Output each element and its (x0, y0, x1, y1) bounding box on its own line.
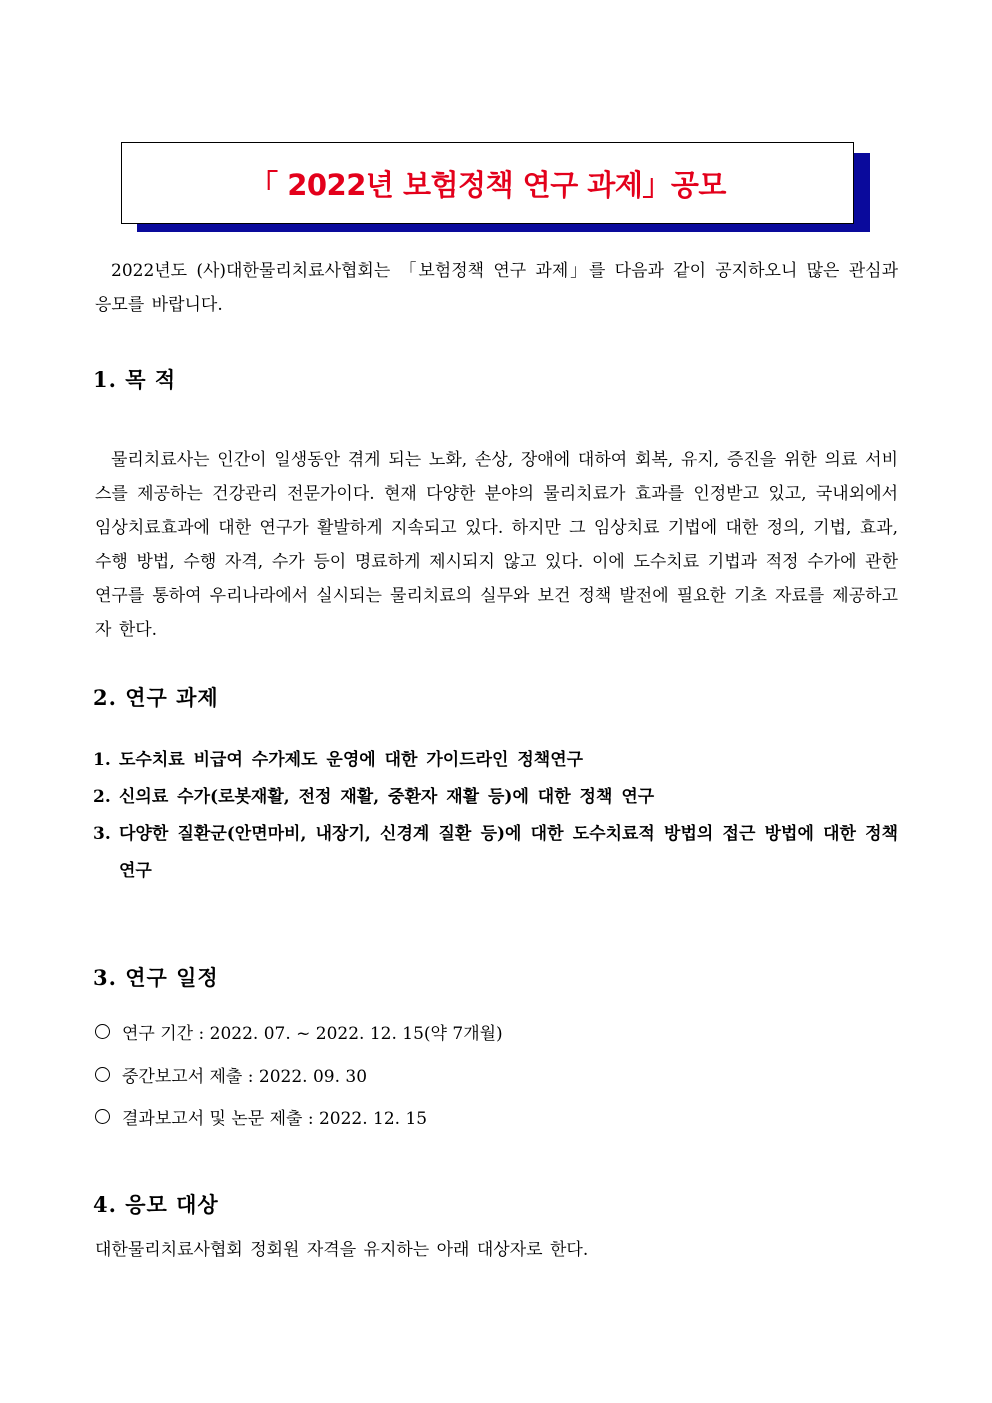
schedule-item-text: 연구 기간 : 2022. 07. ~ 2022. 12. 15(약 7개월) (122, 1024, 503, 1044)
section-3-heading: 3. 연구 일정 (93, 965, 219, 990)
research-task-text: 다양한 질환군(안면마비, 내장기, 신경계 질환 등)에 대한 도수치료적 방법의 접근 방법에 대한 정책 연구 (119, 824, 898, 881)
title-box (121, 142, 854, 224)
schedule-item (95, 1104, 427, 1129)
schedule-item-text: 결과보고서 및 논문 제출 : 2022. 12. 15 (122, 1109, 428, 1129)
research-task-number: 2. (93, 787, 111, 807)
circle-bullet-icon (95, 1067, 110, 1082)
page-title: 「 2022년 보험정책 연구 과제」공모 (249, 167, 726, 202)
section-4-body: 대한물리치료사협회 정회원 자격을 유지하는 아래 대상자로 한다. (95, 1240, 589, 1260)
section-1-heading: 1. 목 적 (93, 367, 177, 392)
research-task-item (93, 816, 898, 890)
section-4-heading: 4. 응모 대상 (93, 1192, 219, 1217)
schedule-item-text: 중간보고서 제출 : 2022. 09. 30 (122, 1067, 368, 1087)
circle-bullet-icon (95, 1109, 110, 1124)
title-banner (121, 142, 870, 232)
research-task-text: 신의료 수가(로봇재활, 전정 재활, 중환자 재활 등)에 대한 정책 연구 (119, 787, 655, 807)
schedule-item (95, 1019, 503, 1044)
section-2-heading: 2. 연구 과제 (93, 685, 219, 710)
section-1-body: 물리치료사는 인간이 일생동안 겪게 되는 노화, 손상, 장애에 대하여 회복, 유지, 증진을 위한 의료 서비스를 제공하는 건강관리 전문가이다. 현재 다양한 분야의 물리치료가 효과를 인정받고 있고, 국내외에서 임상치료효과에 대한 연구가 활발하게 지속되고 있다. 하지만 그 임상치료 기법에 대한 정의, 기법, 효과, 수행 방법, 수행 자격, 수가 등이 명료하게 제시되지 않고 있다. 이에 도수치료 기법과 적정 수가에 관한 연구를 통하여 우리나라에서 실시되는 물리치료의 실무와 보건 정책 발전에 필요한 기초 자료를 제공하고자 한다. (95, 450, 898, 640)
research-task-item (93, 742, 898, 779)
schedule-item (95, 1062, 367, 1087)
research-task-list (93, 742, 898, 890)
research-task-text: 도수치료 비급여 수가제도 운영에 대한 가이드라인 정책연구 (119, 750, 584, 770)
intro-paragraph: 2022년도 (사)대한물리치료사협회는 「보험정책 연구 과제」를 다음과 같이 공지하오니 많은 관심과 응모를 바랍니다. (95, 261, 898, 315)
research-task-number: 1. (93, 750, 111, 770)
research-task-number: 3. (93, 824, 111, 844)
circle-bullet-icon (95, 1024, 110, 1039)
research-task-item (93, 779, 898, 816)
